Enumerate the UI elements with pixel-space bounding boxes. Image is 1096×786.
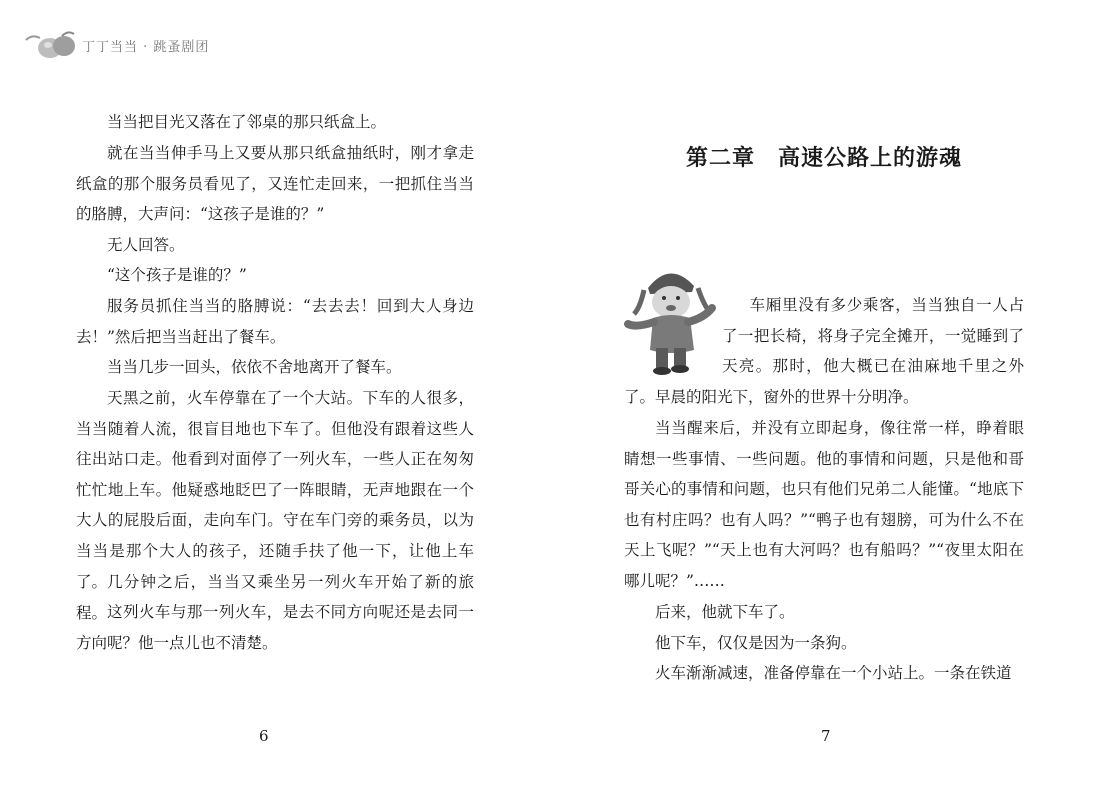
page-number-left: 6 [259, 727, 269, 745]
right-intro-text: 车厢里没有多少乘客，当当独自一人占了一把长椅，将身子完全摊开，一觉睡到了天亮。那时，他大概已在油麻地千里之外了。 [624, 296, 1024, 406]
right-paragraph-1: 早晨的阳光下，窗外的世界十分明净。 [655, 388, 919, 406]
left-paragraph-6: 当当几步一回头，依依不舍地离开了餐车。 [107, 358, 402, 376]
page-number-right: 7 [821, 727, 831, 745]
series-title: 丁丁当当 · 跳蚤剧团 [82, 39, 210, 55]
left-paragraph-2: 就在当当伸手马上又要从那只纸盒抽纸时，刚才拿走纸盒的那个服务员看见了，又连忙走回来，一把抓住当当的胳膊，大声问：“这孩子是谁的？” [76, 144, 474, 224]
left-paragraph-3: 无人回答。 [107, 236, 185, 254]
right-paragraph-4: 他下车，仅仅是因为一条狗。 [655, 634, 857, 652]
fruit-logo-icon [22, 28, 78, 62]
left-paragraph-4: “这个孩子是谁的？” [107, 266, 247, 284]
left-paragraph-1: 当当把目光又落在了邻桌的那只纸盒上。 [107, 113, 387, 131]
series-header [22, 28, 209, 62]
left-paragraph-8: 几分钟之后，当当又乘坐另一列火车开始了新的旅程。 [76, 573, 474, 622]
left-paragraph-7: 天黑之前，火车停靠在了一个大站。下车的人很多，当当随着人流，很盲目地也下车了。但他没有跟着这些人往出站口走。他看到对面停了一列火车，一些人正在匆匆忙忙地上车。他疑惑地眨巴了一阵眼睛，无声地跟在一个大人的屁股后面，走向车门。守在车门旁的乘务员，以为当当是那个大人的孩子，还随手扶了他一下，让他上车了。 [76, 389, 474, 591]
chapter-title: 第二章 高速公路上的游魂 [685, 145, 962, 171]
right-paragraph-5: 火车渐渐减速，准备停靠在一个小站上。一条在铁道 [655, 664, 1012, 682]
left-paragraph-5: 服务员抓住当当的胳膊说：“去去去！回到大人身边去！”然后把当当赶出了餐车。 [76, 297, 474, 346]
left-paragraph-9: 这列火车与那一列火车，是去不同方向呢还是去同一方向呢？他一点儿也不清楚。 [76, 603, 474, 652]
right-paragraph-3: 后来，他就下车了。 [655, 603, 795, 621]
right-paragraph-2: 当当醒来后，并没有立即起身，像往常一样，睁着眼睛想一些事情、一些问题。他的事情和问题，只是他和哥哥关心的事情和问题，也只有他们兄弟二人能懂。“地底下也有村庄吗？也有人吗？”“鸭子也有翅膀，可为什么不在天上飞呢？”“天上也有大河吗？也有船吗？”“夜里太阳在哪儿呢？”…… [624, 419, 1024, 590]
